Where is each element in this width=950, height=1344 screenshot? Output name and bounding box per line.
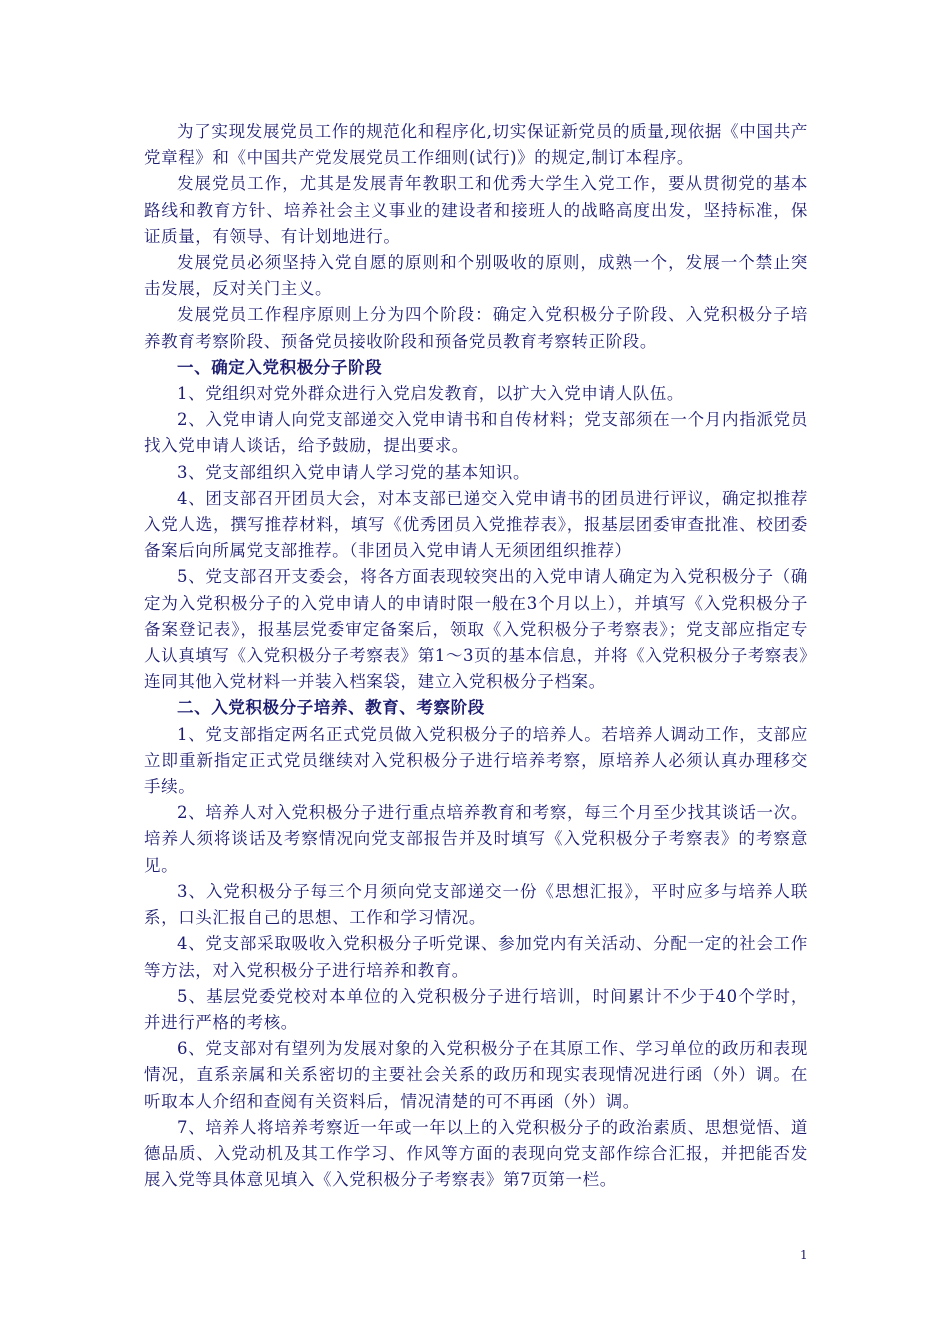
document-body xyxy=(144,119,808,1193)
section1-item-4: 4、团支部召开团员大会，对本支部已递交入党申请书的团员进行评议，确定拟推荐入党人选，撰写推荐材料，填写《优秀团员入党推荐表》，报基层团委审查批准、校团委备案后向所属党支部推荐。（非团员入党申请人无须团组织推荐） xyxy=(144,488,808,561)
section2-item-2: 2、培养人对入党积极分子进行重点培养教育和考察，每三个月至少找其谈话一次。培养人须将谈话及考察情况向党支部报告并及时填写《入党积极分子考察表》的考察意见。 xyxy=(144,803,808,875)
section2-item-5: 5、基层党委党校对本单位的入党积极分子进行培训，时间累计不少于40个学时，并进行严格的考核。 xyxy=(144,986,808,1032)
section1-item-2: 2、入党申请人向党支部递交入党申请书和自传材料；党支部须在一个月内指派党员找入党申请人谈话，给予鼓励，提出要求。 xyxy=(144,410,808,456)
section2-item-7: 7、培养人将培养考察近一年或一年以上的入党积极分子的政治素质、思想觉悟、道德品质、入党动机及其工作学习、作风等方面的表现向党支部作综合汇报，并把能否发展入党等具体意见填入《入党积极分子考察表》第7页第一栏。 xyxy=(144,1117,808,1190)
section2-item-4: 4、党支部采取吸收入党积极分子听党课、参加党内有关活动、分配一定的社会工作等方法，对入党积极分子进行培养和教育。 xyxy=(144,934,808,980)
intro-paragraph-2: 发展党员工作，尤其是发展青年教职工和优秀大学生入党工作，要从贯彻党的基本路线和教育方针、培养社会主义事业的建设者和接班人的战略高度出发，坚持标准，保证质量，有领导、有计划地进行。 xyxy=(144,174,808,246)
section-heading-1: 一、确定入党积极分子阶段 xyxy=(177,357,383,377)
intro-paragraph-4: 发展党员工作程序原则上分为四个阶段：确定入党积极分子阶段、入党积极分子培养教育考察阶段、预备党员接收阶段和预备党员教育考察转正阶段。 xyxy=(144,305,808,351)
section2-item-3: 3、入党积极分子每三个月须向党支部递交一份《思想汇报》，平时应多与培养人联系，口头汇报自己的思想、工作和学习情况。 xyxy=(144,881,808,928)
section2-item-1: 1、党支部指定两名正式党员做入党积极分子的培养人。若培养人调动工作，支部应立即重新指定正式党员继续对入党积极分子进行培养考察，原培养人必须认真办理移交手续。 xyxy=(144,724,808,797)
section1-item-5: 5、党支部召开支委会，将各方面表现较突出的入党申请人确定为入党积极分子（确定为入党积极分子的入党申请人的申请时限一般在3个月以上），并填写《入党积极分子备案登记表》，报基层党委审定备案后，领取《入党积极分子考察表》；党支部应指定专人认真填写《入党积极分子考察表》第1～3页的基本信息，并将《入党积极分子考察表》连同其他入党材料一并装入档案袋，建立入党积极分子档案。 xyxy=(144,567,808,692)
section1-item-1: 1、党组织对党外群众进行入党启发教育，以扩大入党申请人队伍。 xyxy=(177,384,684,404)
section1-item-3: 3、党支部组织入党申请人学习党的基本知识。 xyxy=(177,462,531,482)
section-heading-2: 二、入党积极分子培养、教育、考察阶段 xyxy=(177,698,485,718)
intro-paragraph-3: 发展党员必须坚持入党自愿的原则和个别吸收的原则，成熟一个，发展一个禁止突击发展，反对关门主义。 xyxy=(144,253,808,299)
section2-item-6: 6、党支部对有望列为发展对象的入党积极分子在其原工作、学习单位的政历和表现情况，直系亲属和关系密切的主要社会关系的政历和现实表现情况进行函（外）调。在听取本人介绍和查阅有关资料后，情况清楚的可不再函（外）调。 xyxy=(144,1039,808,1111)
page-number: 1 xyxy=(800,1248,808,1262)
intro-paragraph-1: 为了实现发展党员工作的规范化和程序化,切实保证新党员的质量,现依据《中国共产党章程》和《中国共产党发展党员工作细则(试行)》的规定,制订本程序。 xyxy=(144,122,808,168)
